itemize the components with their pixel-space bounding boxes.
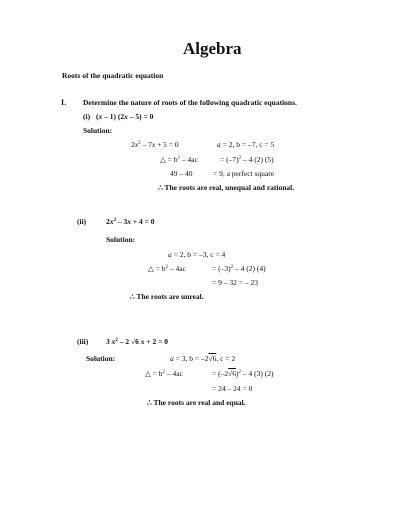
part-ii-line-2-rhs: = $(-3)^2 - 4$ (2) (4) bbox=[212, 264, 266, 273]
part-iii-equation: 3 $x^2 - 2$ √6 x + 2 = 0 bbox=[106, 337, 169, 346]
page-title: Algebra bbox=[183, 39, 242, 58]
part-iii-line-3: = 24 – 24 = 0 bbox=[212, 384, 253, 393]
page-subtitle: Roots of the quadratic equation bbox=[62, 71, 164, 80]
part-iii-conclusion: ∴ The roots are real and equal. bbox=[147, 398, 246, 407]
part-i-conclusion: ∴ The roots are real, unequal and rational. bbox=[158, 183, 295, 192]
part-ii-line-1: a = 2, b = –3, c = 4 bbox=[168, 250, 226, 259]
part-ii-line-2-lhs: △ = $b^2 - 4ac$ bbox=[148, 264, 186, 273]
part-iii-solution-label: Solution: bbox=[86, 354, 116, 363]
part-i-solution-label: Solution: bbox=[83, 126, 113, 135]
part-i-line-3-rhs: = 9, a perfect square bbox=[213, 169, 275, 178]
part-iii-line-2-lhs: △ = $b^2 - 4ac$ bbox=[145, 369, 183, 378]
part-i-line-1-rhs: a = 2, b = –7, c = 5 bbox=[217, 140, 275, 149]
part-ii-equation: $2x^2 - 3x + 4 = 0$ bbox=[106, 217, 155, 226]
part-iii-line-1: a = 3, b = –2√6, c = 2 bbox=[170, 354, 236, 363]
part-i-line-1-lhs: $2x^2 - 7x + 5 = 0$ bbox=[131, 140, 179, 149]
part-i-equation: (x – 1) (2x – 5) = 0 bbox=[96, 112, 154, 121]
part-i-line-2-rhs: = $(-7)^2 - 4$ (2) (5) bbox=[220, 155, 274, 164]
part-iii-line-2-rhs: = $(-2√6)^2 - 4$ (3) (2) bbox=[212, 369, 274, 378]
question-text: Determine the nature of roots of the following quadratic equations. bbox=[83, 98, 297, 107]
part-ii-label: (ii) bbox=[77, 217, 87, 226]
part-i-line-2-lhs: △ = $b^2 - 4ac$ bbox=[160, 155, 198, 164]
part-iii-label: (iii) bbox=[77, 337, 89, 346]
part-i-label: (i) bbox=[83, 112, 91, 121]
part-ii-conclusion: ∴ The roots are unreal. bbox=[130, 292, 204, 301]
question-number: I. bbox=[61, 98, 67, 107]
part-ii-solution-label: Solution: bbox=[106, 235, 136, 244]
part-ii-line-3: = 9 – 32 = – 23 bbox=[212, 278, 258, 287]
part-i-line-3-lhs: 49 – 40 bbox=[170, 169, 193, 178]
